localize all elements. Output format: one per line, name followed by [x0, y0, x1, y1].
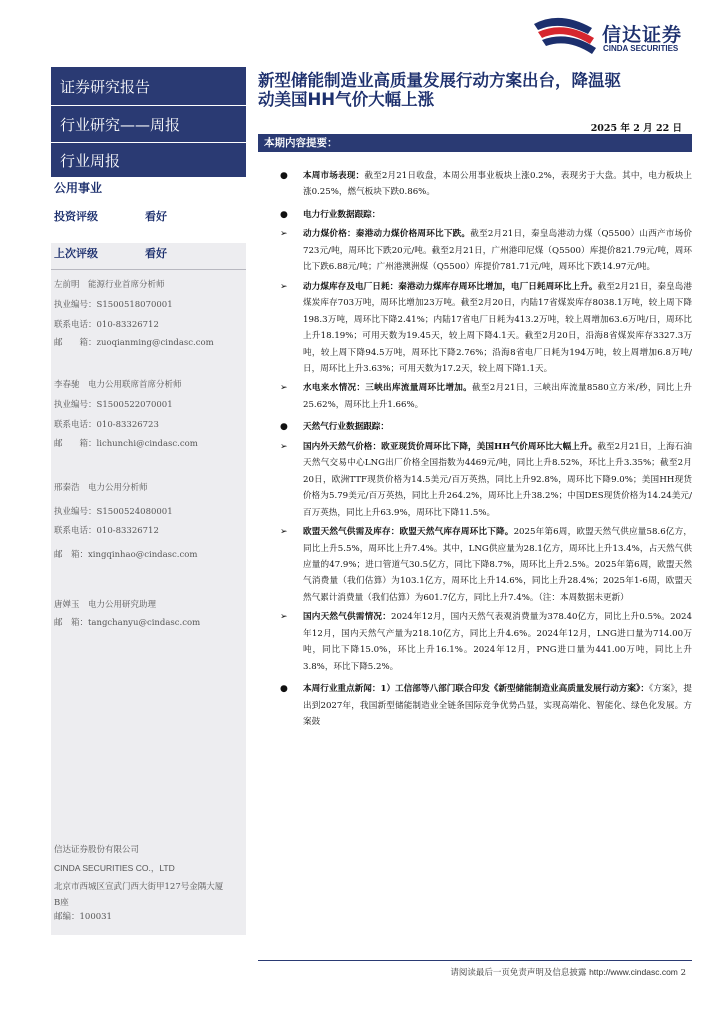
arrow-bullet-icon: ➢	[280, 229, 288, 240]
logo-cn-text: 信达证券	[602, 24, 683, 46]
bullet-icon: ●	[280, 422, 288, 433]
company-en: CINDA SECURITIES CO.，LTD	[54, 863, 175, 873]
rating-label: 投资评级	[54, 210, 98, 223]
title-line-2: 动美国HH气价大幅上涨	[258, 90, 435, 109]
analyst-2-email: 邮 箱：lichunchi@cindasc.com	[54, 439, 198, 449]
disclaimer-text: 请阅读最后一页免责声明及信息披露	[450, 968, 587, 978]
postcode: 邮编：100031	[54, 912, 112, 922]
industry-label: 公用事业	[54, 181, 103, 195]
bullet-icon: ●	[280, 171, 288, 181]
company-cn: 信达证券股份有限公司	[54, 845, 140, 855]
analyst-1-title: 左前明 能源行业首席分析师	[54, 280, 165, 290]
item-text: 截至2月21日收盘，本周公用事业板块上涨0.2%，表现劣于大盘。其中，电力板块上涨0.25%，燃气板块下跌0.86%。	[303, 171, 692, 198]
analyst-3-email: 邮 箱：xingqinhao@cindasc.com	[54, 550, 198, 560]
analyst-2-phone: 联系电话：010-83326723	[54, 420, 159, 430]
title-line-1: 新型储能制造业高质量发展行动方案出台，降温驱	[258, 71, 621, 90]
analyst-3-phone: 联系电话：010-83326712	[54, 526, 159, 536]
content-item	[276, 207, 692, 223]
report-type: 证券研究报告	[60, 77, 151, 96]
cinda-logo-icon	[530, 14, 600, 54]
item-text: 《方案》，提出到2027年，我国新型储能制造业全链条国际竞争优势凸显，实现高端化、智能化、绿色化发展。方案鼓	[303, 684, 692, 728]
item-heading: 动力煤价格：秦港动力煤价格周环比下跌。	[303, 229, 471, 240]
item-text: 截至2月21日，三峡出库流量8580立方米/秒，同比上升25.62%，周环比上升1.66%。	[303, 383, 692, 410]
rating-value: 看好	[145, 210, 167, 223]
report-subcategory: 行业周报	[60, 151, 121, 170]
analyst-2-license: 执业编号：S1500522070001	[54, 400, 173, 410]
divider	[51, 269, 246, 270]
item-heading: 本周市场表现：	[303, 171, 365, 181]
arrow-bullet-icon: ➢	[280, 527, 288, 538]
item-heading: 欧盟天然气供需及库存：欧盟天然气库存周环比下降。	[303, 527, 514, 538]
website-link[interactable]: http://www.cindasc.com	[589, 967, 678, 977]
prev-rating-value: 看好	[145, 247, 167, 260]
address-line-1: 北京市西城区宣武门西大街甲127号金隅大厦	[54, 882, 224, 892]
content-item	[276, 681, 692, 730]
subcategory-box	[51, 143, 246, 177]
logo-en-text: CINDA SECURITIES	[603, 44, 679, 53]
analyst-4-title: 唐婵玉 电力公用研究助理	[54, 600, 157, 610]
analyst-1-email: 邮 箱：zuoqianming@cindasc.com	[54, 338, 214, 348]
analyst-2-title: 李春驰 电力公用联席首席分析师	[54, 380, 182, 390]
category-box	[51, 106, 246, 142]
item-text: 截至2月21日，秦皇岛港煤炭库存703万吨，周环比增加23万吨。截至2月20日，内陆17省煤炭库存8038.1万吨，较上周下降198.3万吨，周环比下降2.41%；内陆17省电厂日耗为413.2万吨，较上周增加63.6万吨/日，周环比上升18.19%；可用天数为19.45天，较上周下降4.1天。截至2月20日，沿海8省煤炭库存3327.3万吨，较上周下降94.5万吨，周环比下降2.76%；沿海8省电厂日耗为194万吨，较上周增加6.8万吨/日，周环比上升3.63%；可用天数为17.2天，较上周下降1.1天。	[303, 281, 692, 374]
address-line-2: B座	[54, 898, 69, 908]
analyst-4-email: 邮 箱：tangchanyu@cindasc.com	[54, 618, 201, 628]
item-heading: 国内外天然气价格：欧亚现货价周环比下降，美国HH气价周环比大幅上升。	[303, 441, 598, 452]
item-heading: 动力煤库存及电厂日耗：秦港动力煤库存周环比增加，电厂日耗周环比上升。	[303, 281, 598, 292]
item-heading: 水电来水情况：三峡出库流量周环比增加。	[303, 383, 473, 394]
arrow-bullet-icon: ➢	[280, 281, 288, 292]
company-logo	[530, 14, 710, 56]
content-item	[276, 419, 692, 435]
analyst-1-license: 执业编号：S1500518070001	[54, 300, 173, 310]
arrow-bullet-icon: ➢	[280, 441, 288, 452]
report-type-box	[51, 67, 246, 105]
report-title	[258, 71, 688, 109]
item-text: 截至2月21日，秦皇岛港动力煤（Q5500）山西产市场价723元/吨，周环比下跌20元/吨。截至2月21日，广州港印尼煤（Q5500）库提价821.79元/吨，周环比下跌6.88元/吨；广州港澳洲煤（Q5500）库提价781.71元/吨，周环比下跌14.97元/吨。	[303, 229, 692, 273]
item-text: 2025年第6周，欧盟天然气供应量58.6亿方，同比上升5.5%，周环比上升7.4%。其中，LNG供应量为28.1亿方，周环比上升13.4%，占天然气供应量的47.9%；进口管道气30.5亿方，同比下降8.7%，周环比上升2.5%。2025年第6周，欧盟天然气消费量（我们估算）为103.1亿方，周环比上升14.6%，同比上升28.4%；2025年1-6周，欧盟天然气累计消费量（我们估算）为601.7亿方，同比上升7.4%。（注：本周数据未更新）	[303, 527, 692, 603]
content-item	[276, 226, 692, 275]
content-item	[276, 168, 692, 201]
content-item	[276, 609, 692, 675]
report-date: 2025 年 2 月 22 日	[590, 123, 682, 134]
prev-rating-label: 上次评级	[54, 247, 98, 260]
content-item	[276, 380, 692, 413]
analyst-3-title: 邢秦浩 电力公用分析师	[54, 483, 148, 493]
item-heading: 电力行业数据跟踪：	[303, 209, 381, 220]
arrow-bullet-icon: ➢	[280, 383, 288, 394]
content-item	[276, 524, 692, 606]
footer-rule	[258, 960, 692, 961]
summary-content	[276, 168, 692, 731]
page-number: 2	[680, 968, 686, 978]
item-heading: 本周行业重点新闻：1）工信部等八部门联合印发《新型储能制造业高质量发展行动方案》：	[303, 684, 649, 695]
bullet-icon: ●	[280, 209, 288, 220]
analyst-1-phone: 联系电话：010-83326712	[54, 320, 159, 330]
footer	[450, 966, 686, 978]
report-category: 行业研究——周报	[60, 115, 181, 134]
arrow-bullet-icon: ➢	[280, 612, 288, 623]
item-text: 2024年12月，国内天然气表观消费量为378.40亿方，同比上升0.5%。2024年12月，国内天然气产量为218.10亿方，同比上升4.6%。2024年12月，LNG进口量为714.00万吨，同比下降15.0%，环比上升16.1%。2024年12月，PNG进口量为441.00万吨，同比上升3.8%，环比下降5.2%。	[303, 612, 692, 672]
item-heading: 天然气行业数据跟踪：	[303, 422, 389, 433]
content-item	[276, 439, 692, 521]
item-text: 截至2月21日，上海石油天然气交易中心LNG出厂价格全国指数为4469元/吨，同比上升8.52%，环比上升3.35%；截至2月20日，欧洲TTF现货价格为14.5美元/百万英热，同比上升92.8%，周环比下降9.0%；美国HH现货价格为5.79美元/百万英热，同比上升264.2%，周环比上升38.2%；中国DES现货价格为14.24美元/百万英热，同比上升63.9%，周环比下降11.5%。	[303, 441, 692, 518]
item-heading: 国内天然气供需情况：	[303, 612, 391, 623]
analyst-3-license: 执业编号：S1500524080001	[54, 507, 173, 517]
content-item	[276, 279, 692, 378]
sidebar	[51, 67, 246, 935]
section-header: 本期内容提要：	[258, 134, 692, 152]
bullet-icon: ●	[280, 684, 288, 695]
